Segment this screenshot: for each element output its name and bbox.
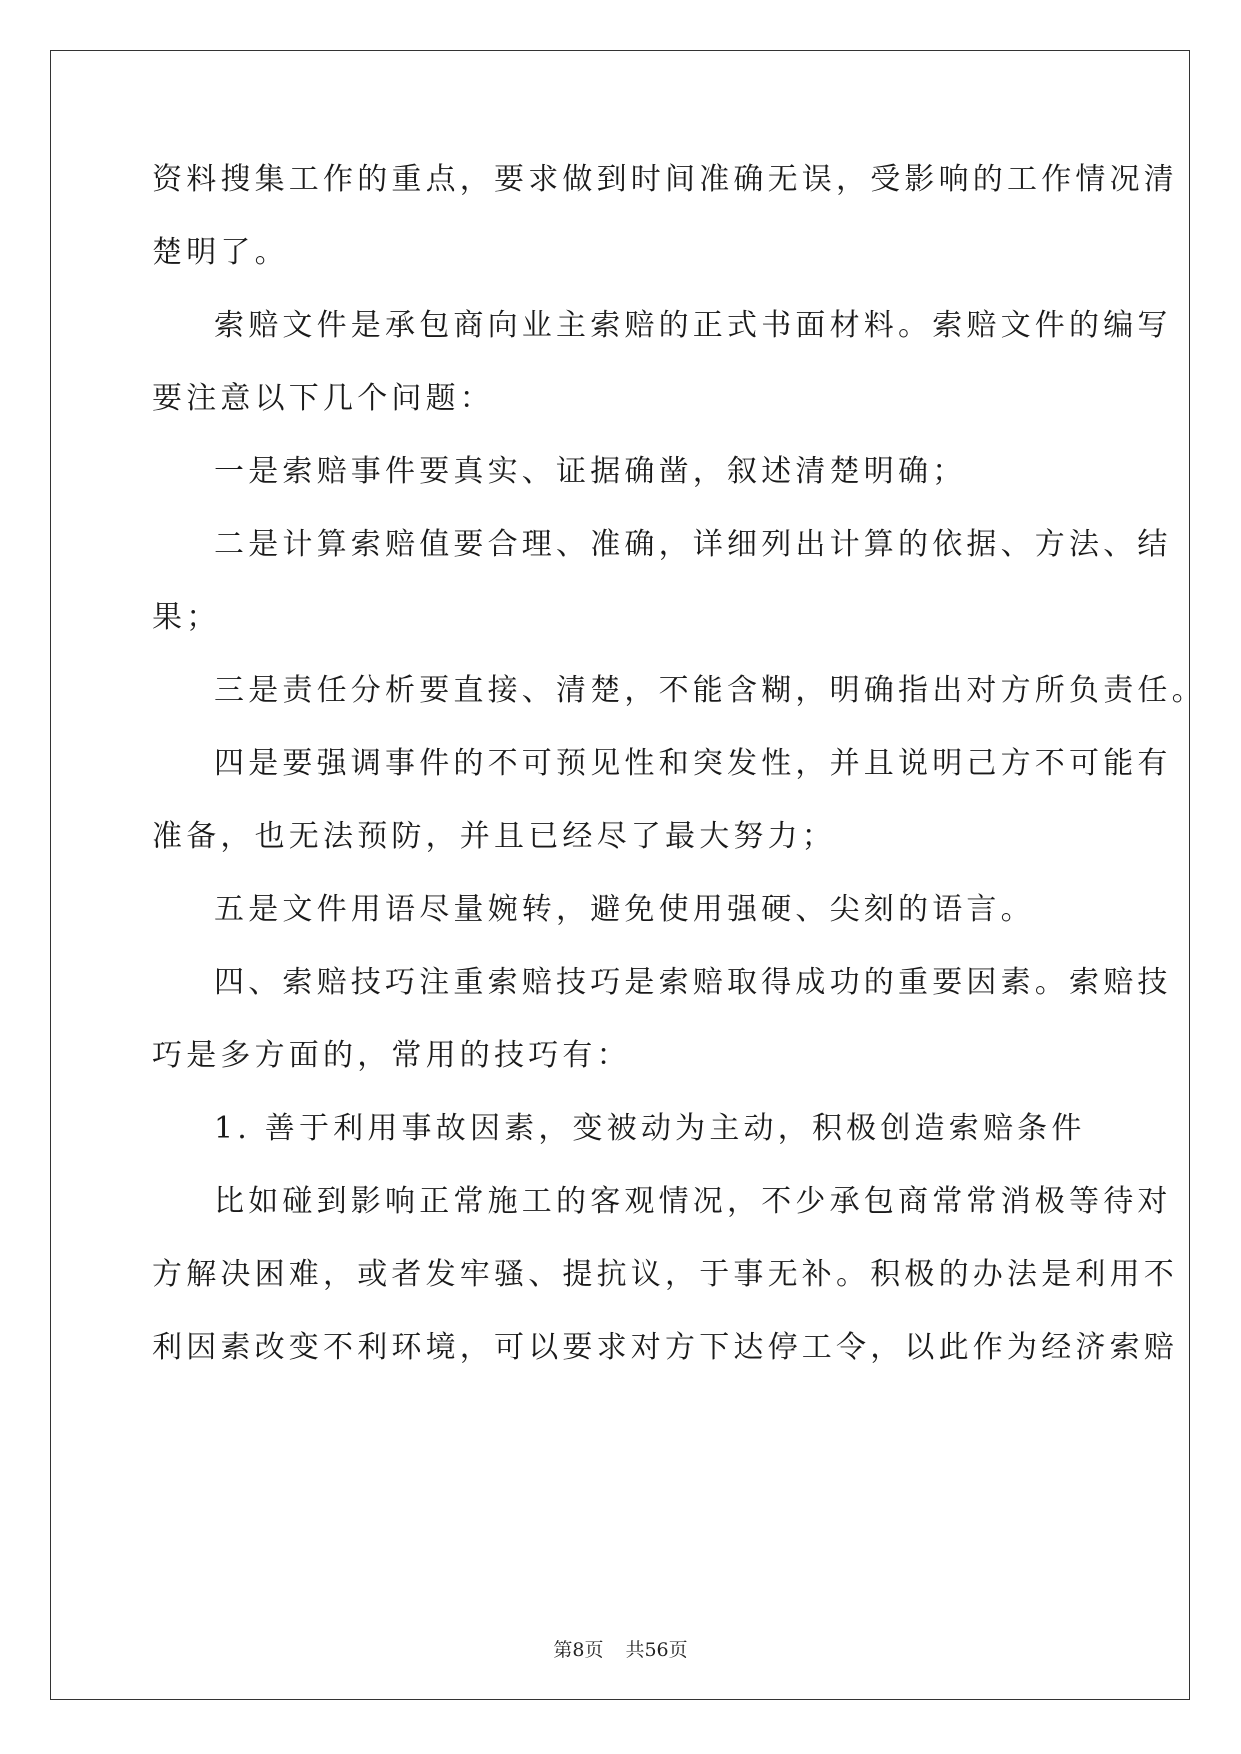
text-line: 果； [152,600,221,635]
section-heading: 四、索赔技巧注重索赔技巧是索赔取得成功的重要因素。索赔技 [214,965,1172,1000]
list-item: 1. 善于利用事故因素，变被动为主动，积极创造索赔条件 [214,1111,1086,1146]
paragraph-start: 三是责任分析要直接、清楚，不能含糊，明确指出对方所负责任。 [214,673,1206,708]
text-line: 利因素改变不利环境，可以要求对方下达停工令，以此作为经济索赔 [152,1330,1178,1365]
text-line: 资料搜集工作的重点，要求做到时间准确无误，受影响的工作情况清 [152,162,1178,197]
paragraph-start: 比如碰到影响正常施工的客观情况，不少承包商常常消极等待对 [214,1184,1172,1219]
total-pages: 共56页 [625,1639,688,1661]
paragraph-start: 一是索赔事件要真实、证据确凿，叙述清楚明确； [214,454,967,489]
text-line: 要注意以下几个问题： [152,381,494,416]
text-line: 方解决困难，或者发牢骚、提抗议，于事无补。积极的办法是利用不 [152,1257,1178,1292]
paragraph-start: 二是计算索赔值要合理、准确，详细列出计算的依据、方法、结 [214,527,1172,562]
page-footer [0,1635,1241,1662]
page-border [50,50,1190,1700]
page-number: 第8页 [553,1639,604,1661]
paragraph-start: 索赔文件是承包商向业主索赔的正式书面材料。索赔文件的编写 [214,308,1172,343]
text-line: 准备，也无法预防，并且已经尽了最大努力； [152,819,836,854]
paragraph-start: 五是文件用语尽量婉转，避免使用强硬、尖刻的语言。 [214,892,1035,927]
paragraph-start: 四是要强调事件的不可预见性和突发性，并且说明己方不可能有 [214,746,1172,781]
text-line: 巧是多方面的，常用的技巧有： [152,1038,631,1073]
text-line: 楚明了。 [152,235,289,270]
